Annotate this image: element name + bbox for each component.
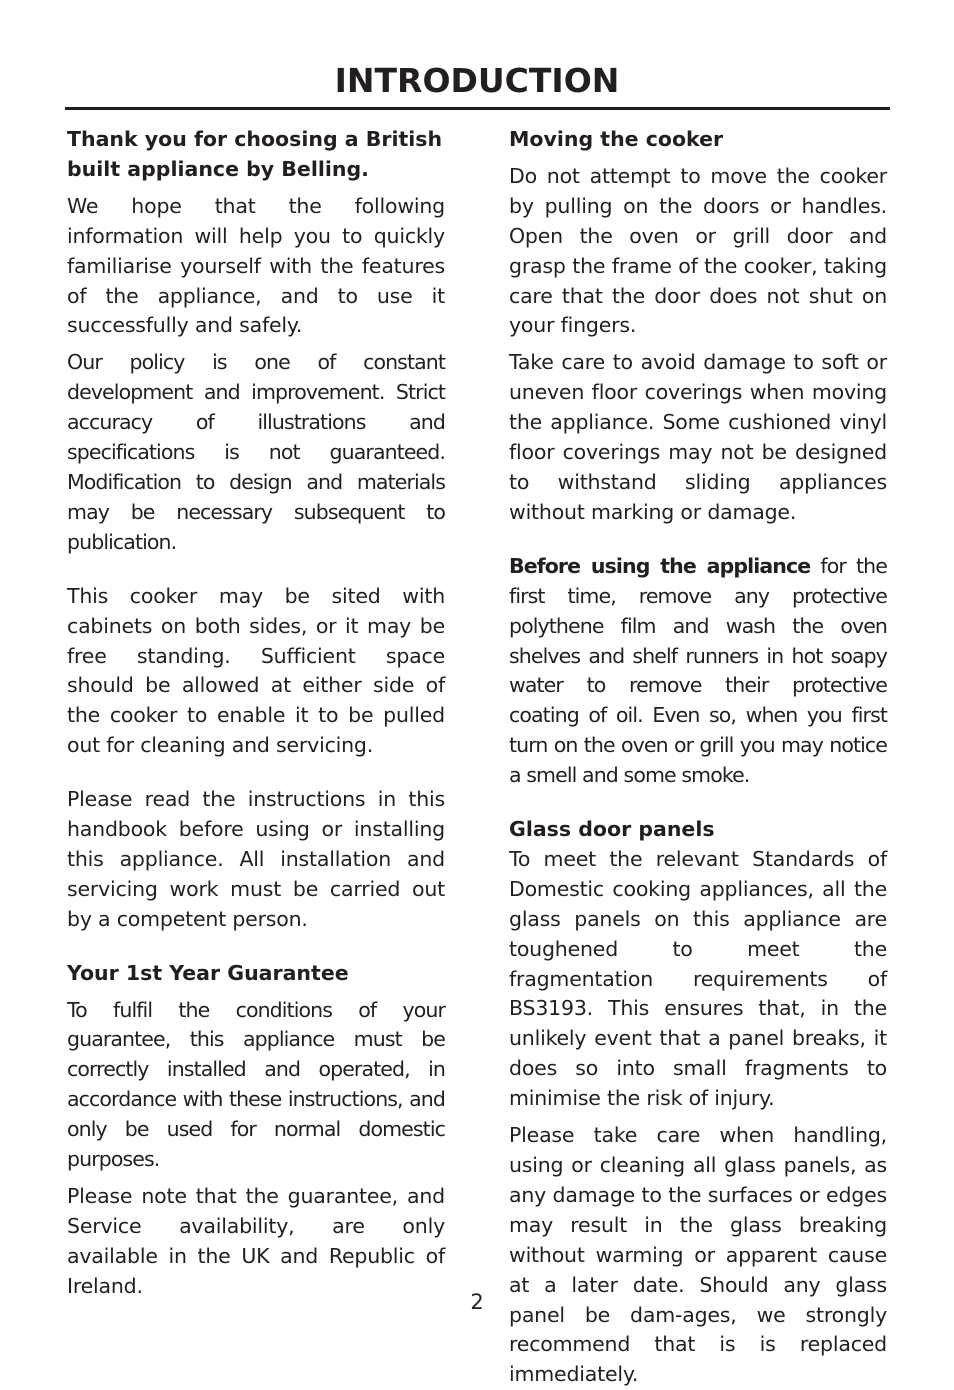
glass-paragraph-1: To meet the relevant Standards of Domestic cooking appliances, all the glass panels on this appliance are toughened to meet the fragmentation requirements of BS3193. This ensures that, in the unlikely event that a panel breaks, it does so into small fragments to minimise the risk of injury. <box>509 846 887 1111</box>
before-using-text: for the first time, remove any protective polythene film and wash the oven shelves and shelf runners in hot soapy water to remove their protective coating of oil. Even so, when you first turn on the oven or grill you may notice a smell and some smoke. <box>509 553 887 788</box>
page-number: 2 <box>470 1290 484 1314</box>
moving-paragraph-1: Do not attempt to move the cooker by pulling on the doors or handles. Open the oven or grill door and grasp the frame of the cooker, taking care that the door does not shut on your fingers. <box>509 163 887 338</box>
intro-paragraph-2: Our policy is one of constant development and improvement. Strict accuracy of illustrations and specifications is not guaranteed. Modification to design and materials may be necessary subsequent to publication. <box>67 350 445 554</box>
glass-paragraph-2: Please take care when handling, using or cleaning all glass panels, as any damage to the surfaces or edges may result in the glass breaking without warming or apparent cause at a later date. Should any glass panel be dam-ages, we strongly recommend that is is replaced immediately. <box>509 1123 887 1387</box>
siting-paragraph: This cooker may be sited with cabinets on both sides, or it may be free standing. Sufficient space should be allowed at either side of the cooker to enable it to be pulled out for cleaning and servicing. <box>67 583 445 758</box>
before-using-lead: Before using the appliance <box>509 553 811 578</box>
page-title: INTRODUCTION <box>334 61 620 100</box>
left-column <box>67 125 445 1302</box>
moving-heading: Moving the cooker <box>509 127 724 151</box>
intro-heading: Thank you for choosing a British built appliance by Belling. <box>67 127 443 181</box>
title-divider <box>65 107 890 110</box>
read-instructions-paragraph: Please read the instructions in this handbook before using or installing this appliance. All installation and servicing work must be carried out by a competent person. <box>67 787 445 931</box>
guarantee-heading: Your 1st Year Guarantee <box>67 960 349 985</box>
glass-heading: Glass door panels <box>509 817 715 842</box>
guarantee-paragraph-1: To fulfil the conditions of your guarantee, this appliance must be correctly installed and operated, in accordance with these instructions, and only be used for normal domestic purposes. <box>67 997 445 1172</box>
before-using-paragraph <box>509 552 887 791</box>
right-column <box>509 125 887 1390</box>
guarantee-paragraph-2: Please note that the guarantee, and Service availability, are only available in the UK and Republic of Ireland. <box>67 1184 445 1298</box>
intro-paragraph-1: We hope that the following information will help you to quickly familiarise yourself with the features of the appliance, and to use it successfully and safely. <box>67 193 445 338</box>
moving-paragraph-2: Take care to avoid damage to soft or uneven floor coverings when moving the appliance. Some cushioned vinyl floor coverings may not be designed to withstand sliding appliances without marking or damage. <box>509 350 887 524</box>
